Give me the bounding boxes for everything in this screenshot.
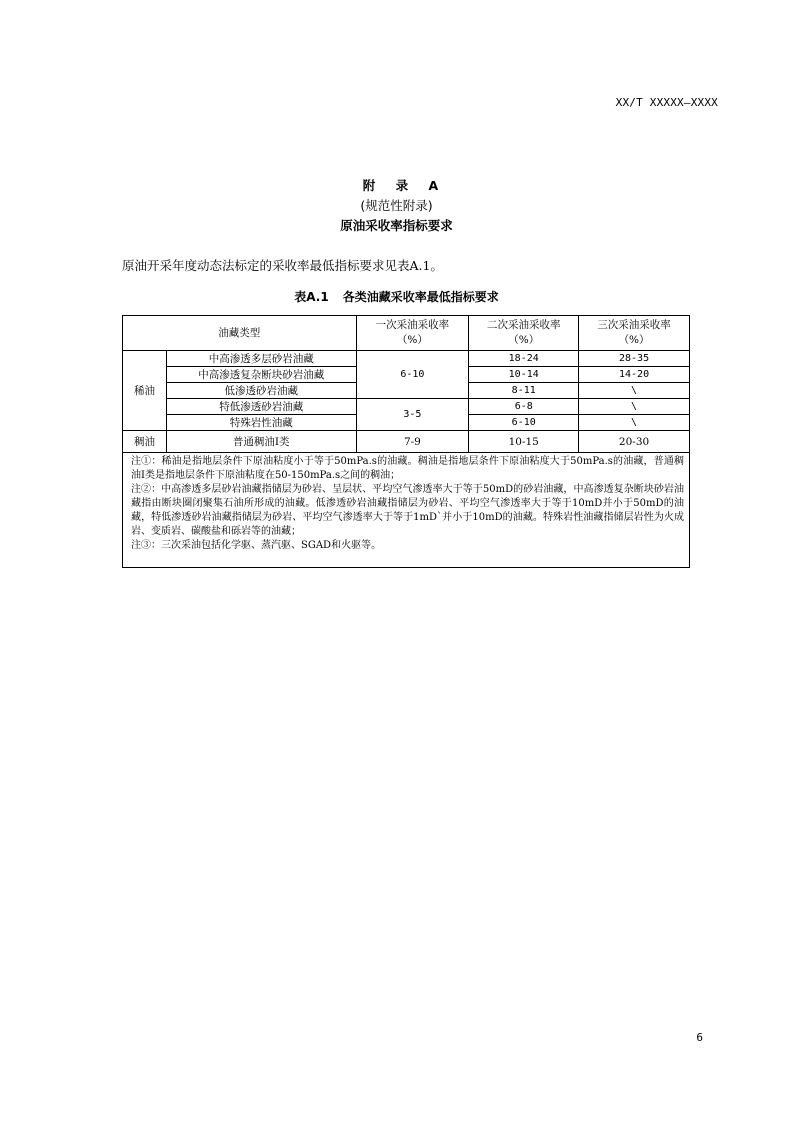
table-caption [0, 288, 793, 305]
reservoir-type-cell: 中高渗透复杂断块砂岩油藏 [166, 367, 356, 383]
header-primary-recovery [356, 316, 469, 351]
header-primary-unit: （%） [396, 334, 428, 346]
tertiary-value-cell: 28-35 [579, 351, 690, 367]
reservoir-type-cell: 特殊岩性油藏 [166, 415, 356, 431]
header-tertiary-unit: （%） [618, 334, 650, 346]
header-secondary-label: 二次采油采收率 [486, 319, 561, 331]
appendix-label: 附 录 A [362, 178, 447, 193]
table-note-1: 注①：稀油是指地层条件下原油粘度小于等于50mPa.s的油藏。稠油是指地层条件下原油粘度大于50mPa.s的油藏，普通稠油Ⅰ类是指地层条件下原油粘度在50-150mPa.s之间的稠油； [131, 456, 684, 481]
header-reservoir-type: 油藏类型 [123, 316, 357, 351]
table-notes [123, 453, 690, 568]
primary-value-cell: 7-9 [356, 431, 469, 453]
header-tertiary-recovery [579, 316, 690, 351]
table-notes-row [123, 453, 690, 568]
header-primary-label: 一次采油采收率 [375, 319, 450, 331]
tertiary-value-cell: \ [579, 415, 690, 431]
reservoir-type-cell: 中高渗透多层砂岩油藏 [166, 351, 356, 367]
reservoir-type-cell: 特低渗透砂岩油藏 [166, 399, 356, 415]
secondary-value-cell: 6-8 [469, 399, 579, 415]
header-secondary-recovery [469, 316, 579, 351]
table-header-row [123, 316, 690, 351]
secondary-value-cell: 6-10 [469, 415, 579, 431]
group-cell-heavy-oil: 稠油 [123, 431, 167, 453]
table-note-2: 注②：中高渗透多层砂岩油藏指储层为砂岩、呈层状、平均空气渗透率大于等于50mD的砂岩油藏，中高渗透复杂断块砂岩油藏指由断块圈闭聚集石油所形成的油藏。低渗透砂岩油藏指储层为砂岩、平均空气渗透率大于等于10mD并小于50mD的油藏，特低渗透砂岩油藏指储层为砂岩、平均空气渗透率大于等于1mD`并小于10mD的油藏。特殊岩性油藏指储层岩性为火成岩、变质岩、碳酸盐和砾岩等的油藏； [131, 484, 684, 537]
reservoir-type-cell: 普通稠油Ⅰ类 [166, 431, 356, 453]
recovery-rate-table [122, 315, 690, 568]
secondary-value-cell: 10-14 [469, 367, 579, 383]
primary-value-cell: 3-5 [356, 399, 469, 431]
intro-paragraph: 原油开采年度动态法标定的采收率最低指标要求见表A.1。 [122, 258, 443, 273]
secondary-value-cell: 8-11 [469, 383, 579, 399]
tertiary-value-cell: \ [579, 399, 690, 415]
table-note-3: 注③：三次采油包括化学驱、蒸汽驱、SGAD和火驱等。 [131, 540, 382, 551]
table-row [123, 431, 690, 453]
secondary-value-cell: 18-24 [469, 351, 579, 367]
header-tertiary-label: 三次采油采收率 [597, 319, 671, 331]
page-number: 6 [696, 1031, 703, 1044]
secondary-value-cell: 10-15 [469, 431, 579, 453]
group-cell-thin-oil: 稀油 [123, 351, 167, 431]
header-secondary-unit: （%） [508, 334, 540, 346]
table-title: 各类油藏采收率最低指标要求 [342, 290, 499, 304]
table-number: 表A.1 [294, 290, 329, 304]
table-row [123, 399, 690, 415]
document-code: XX/T XXXXX—XXXX [615, 96, 718, 109]
reservoir-type-cell: 低渗透砂岩油藏 [166, 383, 356, 399]
tertiary-value-cell: 14-20 [579, 367, 690, 383]
appendix-title: 原油采收率指标要求 [340, 218, 453, 233]
primary-value-cell: 6-10 [356, 351, 469, 399]
appendix-type: (规范性附录) [360, 198, 433, 213]
tertiary-value-cell: 20-30 [579, 431, 690, 453]
tertiary-value-cell: \ [579, 383, 690, 399]
table-row [123, 351, 690, 367]
